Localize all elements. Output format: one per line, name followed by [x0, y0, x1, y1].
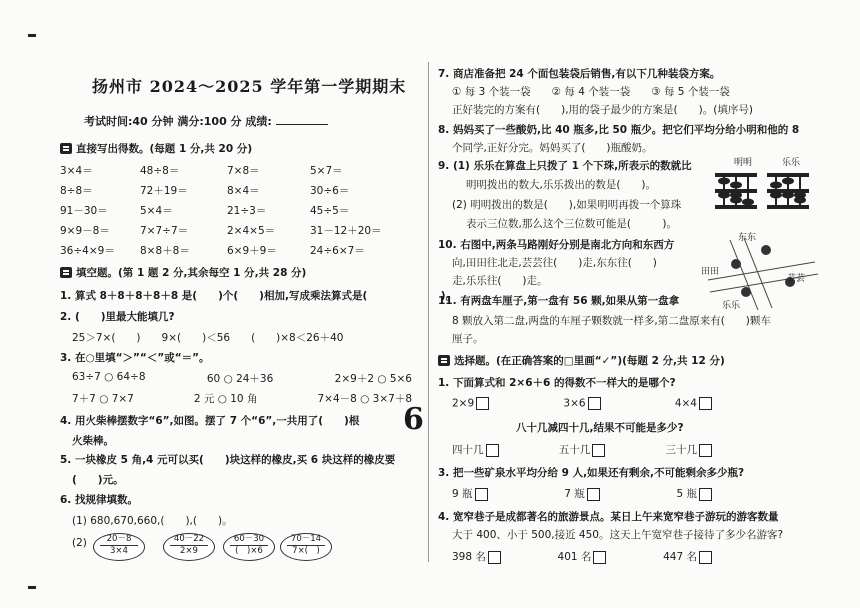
- corner-mark: [28, 586, 36, 589]
- calc-item: 2×4×5＝: [227, 225, 276, 237]
- calc-item: 31－12＋20＝: [310, 225, 382, 237]
- q7: 7. 商店准备把 24 个面包装袋后销售,有以下几种装袋方案。: [438, 68, 721, 80]
- option: 398 名: [452, 549, 501, 564]
- section-2-heading: 填空题。(第 1 题 2 分,其余每空 1 分,共 28 分): [60, 265, 306, 280]
- q8-cont: 个同学,正好分完。妈妈买了( )瓶酸奶。: [452, 142, 653, 154]
- calc-item: 8×4＝: [227, 185, 260, 197]
- option: 2×9: [452, 397, 489, 410]
- option: 四十几: [452, 442, 499, 457]
- map-label-dongdong: 东东: [738, 233, 757, 243]
- choice-q1: 1. 下面算式和 2×6＋6 的得数不一样大的是哪个?: [438, 377, 676, 389]
- fill-q2-items: 25＞7×( ) 9×( )＜56 ( )×8＜26＋40: [72, 332, 344, 344]
- answer-checkbox[interactable]: [699, 551, 712, 564]
- calc-item: 36÷4×9＝: [60, 245, 115, 257]
- answer-checkbox[interactable]: [486, 444, 499, 457]
- abacus-label-mingming: 明明: [734, 158, 753, 168]
- map-label-yunyun: 芸芸: [787, 274, 806, 284]
- option: 4×4: [675, 397, 712, 410]
- fill-q2: 2. ( )里最大能填几?: [60, 311, 175, 323]
- leaf-bottom: 7×( ): [287, 545, 325, 557]
- section-icon: [60, 267, 72, 278]
- calc-item: 30÷6＝: [310, 185, 350, 197]
- pattern-leaf: [280, 533, 332, 561]
- section-1-heading: 直接写出得数。(每题 1 分,共 20 分): [60, 141, 252, 156]
- option: 9 瓶: [452, 486, 488, 501]
- q8: 8. 妈妈买了一些酸奶,比 40 瓶多,比 50 瓶少。把它们平均分给小明和他的 8: [438, 124, 800, 136]
- page-title: 扬州市 2024～2025 学年第一学期期末: [92, 77, 407, 96]
- exam-info: 考试时间:40 分钟 满分:100 分 成绩:: [84, 113, 328, 129]
- column-divider: [428, 62, 429, 562]
- leaf-bottom: ( )×6: [230, 545, 268, 557]
- q11-cont-2: 厘子。: [452, 333, 484, 345]
- fill-q1: 1. 算式 8＋8＋8＋8＋8 是( )个( )相加,写成乘法算式是( )。: [60, 290, 457, 302]
- compare-row-1: 63÷7 ○ 64÷8 60 ○ 24＋36 2×9＋2 ○ 5×6: [72, 371, 412, 385]
- q10: 10. 右图中,两条马路刚好分别是南北方向和东西方: [438, 239, 675, 251]
- leaf-top: 60－30: [233, 534, 265, 544]
- calc-item: 48÷8＝: [140, 165, 180, 177]
- q10-cont-1: 向,田田往北走,芸芸往( )走,东东往( ): [452, 257, 657, 269]
- fill-q5-cont: ( )元。: [72, 474, 124, 486]
- q11: 11. 有两盘车厘子,第一盘有 56 颗,如果从第一盘拿: [438, 295, 680, 307]
- fill-q6-2: (2): [72, 537, 87, 549]
- option: 五十几: [559, 442, 606, 457]
- calc-item: 3×4＝: [60, 165, 93, 177]
- abacus-label-lele: 乐乐: [782, 158, 801, 168]
- fill-q3: 3. 在○里填“＞”“＜”或“＝”。: [60, 352, 210, 364]
- choice-q4: 4. 宽窄巷子是成都著名的旅游景点。某日上午来宽窄巷子游玩的游客数量: [438, 511, 779, 523]
- map-label-tiantian: 田田: [701, 267, 720, 277]
- choice-q2: 八十几减四十几,结果不可能是多少?: [516, 422, 684, 434]
- answer-checkbox[interactable]: [587, 488, 600, 501]
- calc-item: 72＋19＝: [140, 185, 188, 197]
- fill-q6-1: (1) 680,670,660,( ),( )。: [72, 515, 233, 527]
- q9-1-cont: 明明拨出的数大,乐乐拨出的数是( )。: [466, 179, 657, 191]
- calc-item: 7×8＝: [227, 165, 260, 177]
- calc-item: 24÷6×7＝: [310, 245, 365, 257]
- abacus-illustration: [714, 168, 814, 214]
- calc-item: 8÷8＝: [60, 185, 93, 197]
- answer-checkbox[interactable]: [699, 444, 712, 457]
- pattern-leaf: [93, 533, 145, 561]
- fill-q4-cont: 火柴棒。: [72, 435, 114, 447]
- fill-q5: 5. 一块橡皮 5 角,4 元可以买( )块这样的橡皮,买 6 块这样的橡皮要: [60, 454, 396, 466]
- section-icon: [438, 355, 450, 366]
- choice-q4-options: [452, 549, 712, 564]
- q7-answer: 正好装完的方案有( ),用的袋子最少的方案是( )。(填序号): [452, 104, 753, 116]
- fill-q6: 6. 找规律填数。: [60, 494, 138, 506]
- q9-2-cont: 表示三位数,那么这个三位数可能是( )。: [466, 218, 678, 230]
- answer-checkbox[interactable]: [592, 444, 605, 457]
- answer-checkbox[interactable]: [475, 488, 488, 501]
- pattern-leaf: [223, 533, 275, 561]
- calc-item: 5×4＝: [140, 205, 173, 217]
- option: 3×6: [563, 397, 600, 410]
- calc-item: 21÷3＝: [227, 205, 267, 217]
- answer-checkbox[interactable]: [588, 397, 601, 410]
- section-3-heading: 选择题。(在正确答案的□里画“✓”)(每题 2 分,共 12 分): [438, 353, 725, 368]
- leaf-top: 70－14: [290, 534, 322, 544]
- option: 447 名: [663, 549, 712, 564]
- leaf-bottom: 3×4: [100, 545, 138, 557]
- leaf-top: 40－22: [173, 534, 205, 544]
- corner-mark: [28, 34, 36, 37]
- choice-q3-options: [452, 486, 712, 501]
- q9-1: 9. (1) 乐乐在算盘上只拨了 1 个下珠,所表示的数就比: [438, 160, 692, 172]
- q7-options: ① 每 3 个装一袋 ② 每 4 个装一袋 ③ 每 5 个装一袋: [452, 86, 730, 98]
- option: 5 瓶: [676, 486, 712, 501]
- q11-cont-1: 8 颗放入第二盘,两盘的车厘子颗数就一样多,第二盘原来有( )颗车: [452, 315, 771, 327]
- answer-checkbox[interactable]: [699, 397, 712, 410]
- answer-checkbox[interactable]: [699, 488, 712, 501]
- matchstick-six: 6: [403, 402, 424, 437]
- choice-q4-cont: 大于 400、小于 500,接近 450。这天上午宽窄巷子接待了多少名游客?: [452, 529, 784, 541]
- option: 7 瓶: [564, 486, 600, 501]
- answer-checkbox[interactable]: [593, 551, 606, 564]
- compare-row-2: 7＋7 ○ 7×7 2 元 ○ 10 角 7×4－8 ○ 3×7＋8: [72, 393, 412, 405]
- option: 401 名: [558, 549, 607, 564]
- q10-cont-2: 走,乐乐往( )走。: [452, 275, 548, 287]
- calc-item: 9×9－8＝: [60, 225, 110, 237]
- calc-item: 91－30＝: [60, 205, 108, 217]
- calc-item: 5×7＝: [310, 165, 343, 177]
- calc-item: 45÷5＝: [310, 205, 350, 217]
- map-label-lele: 乐乐: [722, 301, 741, 311]
- answer-checkbox[interactable]: [476, 397, 489, 410]
- calc-item: 8×8＋8＝: [140, 245, 190, 257]
- calc-item: 6×9＋9＝: [227, 245, 277, 257]
- calc-item: 7×7÷7＝: [140, 225, 189, 237]
- choice-q1-options: [452, 397, 712, 410]
- pattern-leaf: [163, 533, 215, 561]
- leaf-top: 20－8: [106, 534, 132, 544]
- leaf-bottom: 2×9: [170, 545, 208, 557]
- option: 三十几: [666, 442, 713, 457]
- choice-q3: 3. 把一些矿泉水平均分给 9 人,如果还有剩余,不可能剩余多少瓶?: [438, 467, 745, 479]
- choice-q2-options: [452, 442, 712, 457]
- q9-2: (2) 明明拨出的数是( ),如果明明再拨一个算珠: [452, 199, 682, 211]
- fill-q4: 4. 用火柴棒摆数字“6”,如图。摆了 7 个“6”,一共用了( )根: [60, 415, 360, 427]
- answer-checkbox[interactable]: [488, 551, 501, 564]
- section-icon: [60, 143, 72, 154]
